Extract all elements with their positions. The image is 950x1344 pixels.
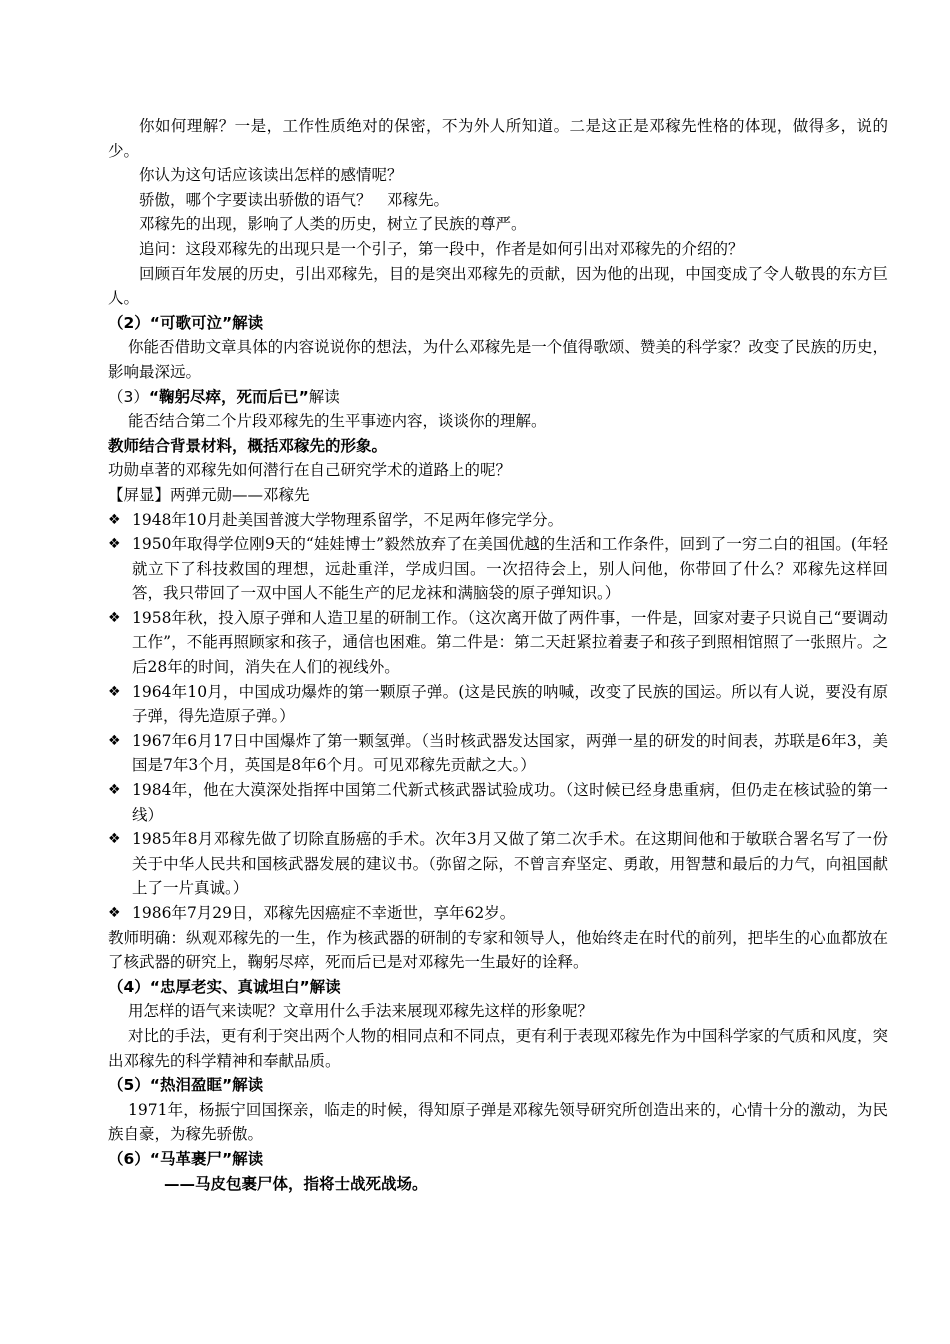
section-3-suffix: 解读: [308, 387, 340, 406]
bullet-item: [108, 508, 888, 533]
bullet-text: 1967年6月17日中国爆炸了第一颗氢弹。（当时核武器发达国家，两弹一星的研发的时间表，苏联是6年3，美国是7年3个月，英国是8年6个月。可见邓稼先贡献之大。）: [132, 731, 888, 775]
bullet-text: 1948年10月赴美国普渡大学物理系留学，不足两年修完学分。: [132, 510, 564, 529]
section-4-paragraph-2: 对比的手法，更有利于突出两个人物的相同点和不同点，更有利于表现邓稼先作为中国科学家的气质和风度，突出邓稼先的科学精神和奉献品质。: [108, 1026, 888, 1070]
bullet-text: 1984年，他在大漠深处指挥中国第二代新式核武器试验成功。（这时候已经身患重病，但仍走在核试验的第一线）: [132, 781, 888, 824]
intro-paragraph-1: 你如何理解？一是，工作性质绝对的保密，不为外人所知道。二是这正是邓稼先性格的体现，做得多，说的少。: [108, 117, 888, 160]
bullet-item: [108, 778, 888, 827]
bullet-item: [108, 680, 888, 729]
screen-display-tag: 【屏显】: [108, 485, 171, 504]
bullet-text: 1964年10月，中国成功爆炸的第一颗原子弹。(这是民族的呐喊，改变了民族的国运。所以有人说，要没有原子弹，得先造原子弹。）: [132, 682, 888, 726]
section-2-heading: （2）“可歌可泣”解读: [108, 313, 264, 332]
bullet-text: 1950年取得学位刚9天的“娃娃博士”毅然放弃了在美国优越的生活和工作条件，回到了一穷二白的祖国。(年轻就立下了科技救国的理想，远赴重洋，学成归国。一次招待会上，别人问他，你带回了什么？邓稼先这样回答，我只带回了一双中国人不能生产的尼龙袜和满脑袋的原子弹知识。）: [132, 535, 888, 603]
bullet-item: [108, 532, 888, 606]
bullet-item: [108, 901, 888, 926]
bullet-text: 1985年8月邓稼先做了切除直肠癌的手术。次年3月又做了第二次手术。在这期间他和于敏联合署名写了一份关于中华人民共和国核武器发展的建议书。（弥留之际，不曾言弃坚定、勇敢，用智慧和最后的力气，向祖国献上了一片真诚。）: [132, 830, 888, 898]
section-6-heading: （6）“马革裹尸”解读: [108, 1149, 264, 1168]
bullet-text: 1986年7月29日，邓稼先因癌症不幸逝世，享年62岁。: [132, 904, 516, 922]
section-3-bold-line: 教师结合背景材料，概括邓稼先的形象。: [108, 435, 388, 455]
intro-paragraph-2: 你认为这句话应该读出怎样的感情呢？: [139, 166, 403, 185]
intro-paragraph-6: 回顾百年发展的历史，引出邓稼先，目的是突出邓稼先的贡献，因为他的出现，中国变成了令人敬畏的东方巨人。: [108, 264, 888, 308]
diamond-bullet-icon: ❖: [108, 831, 121, 848]
bullet-item: [108, 729, 888, 778]
section-4-heading: （4）“忠厚老实、真诚坦白”解读: [108, 977, 341, 996]
section-4-paragraph-1: 用怎样的语气来读呢？文章用什么手法来展现邓稼先这样的形象呢？: [128, 1002, 594, 1021]
intro-paragraph-5: 追问：这段邓稼先的出现只是一个引子，第一段中，作者是如何引出对邓稼先的介绍的？: [139, 239, 744, 258]
diamond-bullet-icon: ❖: [108, 511, 121, 528]
diamond-bullet-icon: ❖: [108, 732, 121, 749]
diamond-bullet-icon: ❖: [108, 536, 121, 553]
diamond-bullet-icon: ❖: [108, 905, 121, 921]
document-body: [108, 114, 888, 1196]
diamond-bullet-icon: ❖: [108, 609, 121, 626]
intro-paragraph-3: 骄傲，哪个字要读出骄傲的语气？ 邓稼先。: [139, 190, 450, 209]
intro-paragraph-4: 邓稼先的出现，影响了人类的历史，树立了民族的尊严。: [139, 215, 527, 234]
section-3-body: 能否结合第二个片段邓稼先的生平事迹内容，谈谈你的理解。: [128, 412, 547, 431]
screen-display-line: [108, 483, 888, 508]
bullet-text: 1958年秋，投入原子弹和人造卫星的研制工作。（这次离开做了两件事，一件是，回家对妻子只说自己“要调动工作”，不能再照顾家和孩子，通信也困难。第二件是：第二天赶紧拉着妻子和孩子到照相馆照了一张照片。之后28年的时间，消失在人们的视线外。: [132, 608, 888, 677]
section-3-question: 功勋卓著的邓稼先如何潜行在自己研究学术的道路上的呢？: [108, 461, 512, 480]
section-5-body: 1971年，杨振宁回国探亲，临走的时候，得知原子弹是邓稼先领导研究所创造出来的，心情十分的激动，为民族自豪，为稼先骄傲。: [108, 1100, 888, 1144]
section-5-heading: （5）“热泪盈眶”解读: [108, 1076, 264, 1095]
section-3-number: （3）: [108, 387, 149, 406]
bullet-item: [108, 606, 888, 680]
section-3-heading: [108, 385, 888, 410]
bullet-item: [108, 827, 888, 901]
section-6-body: ——马皮包裹尸体，指将士战死战场。: [164, 1174, 428, 1193]
section-2-body: 你能否借助文章具体的内容说说你的想法，为什么邓稼先是一个值得歌颂、赞美的科学家？改变了民族的历史，影响最深远。: [108, 338, 888, 381]
section-3-quote: “鞠躬尽瘁，死而后已”: [148, 387, 309, 406]
diamond-bullet-icon: ❖: [108, 782, 121, 799]
section-3-conclusion: 教师明确：纵观邓稼先的一生，作为核武器的研制的专家和领导人，他始终走在时代的前列，把毕生的心血都放在了核武器的研究上，鞠躬尽瘁，死而后已是对邓稼先一生最好的诠释。: [108, 928, 888, 972]
screen-display-text: 两弹元勋——邓稼先: [170, 485, 310, 504]
diamond-bullet-icon: ❖: [108, 683, 121, 700]
